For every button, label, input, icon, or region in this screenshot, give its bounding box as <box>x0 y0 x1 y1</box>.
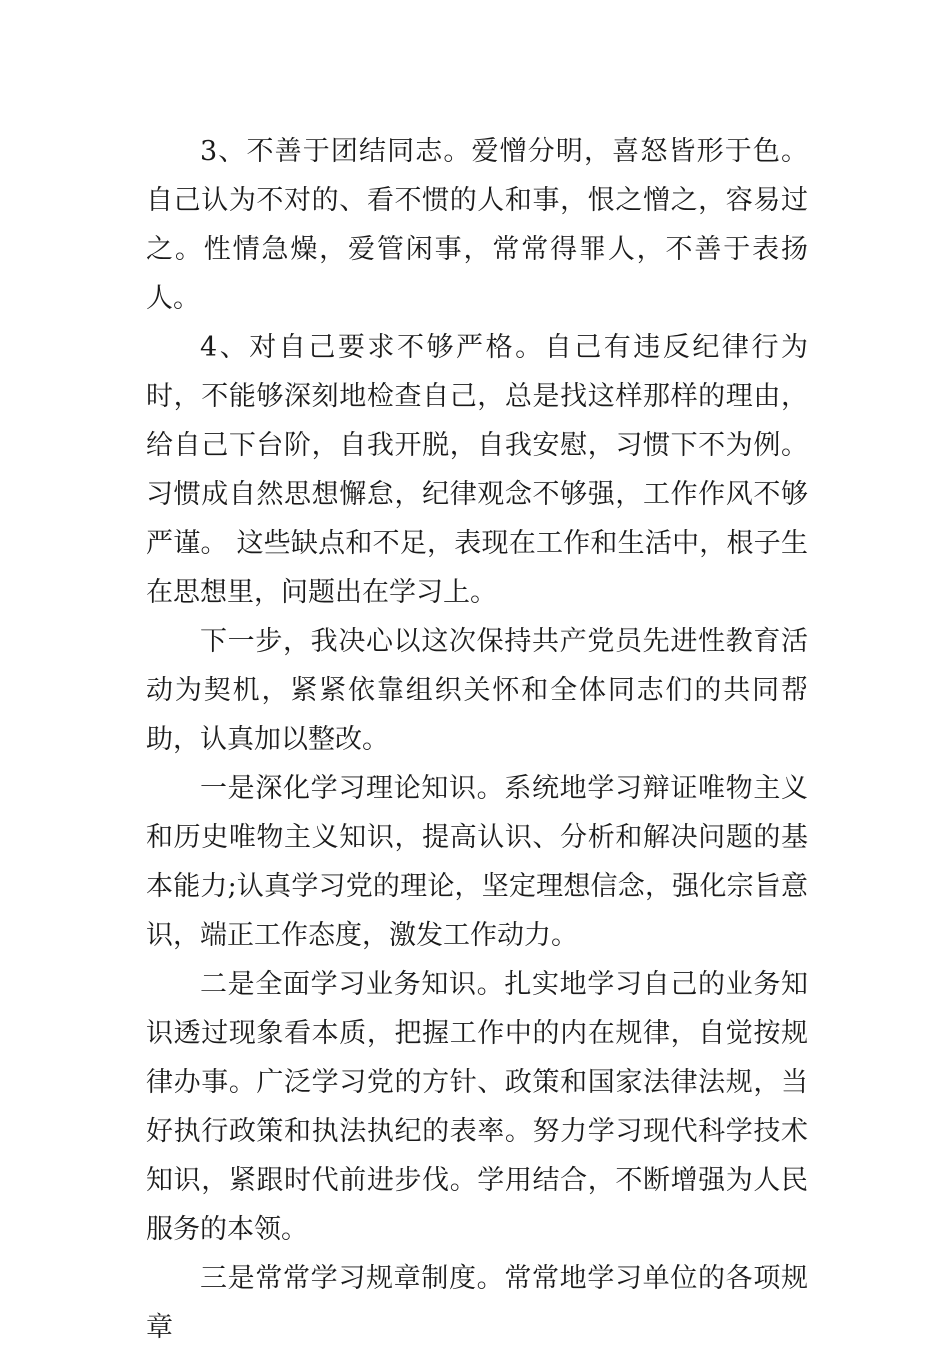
paragraph-1: 3、不善于团结同志。爱憎分明，喜怒皆形于色。自己认为不对的、看不惯的人和事，恨之憎之，容易过之。性情急燥，爱管闲事，常常得罪人，不善于表扬人。 <box>146 136 808 314</box>
paragraph-3: 下一步，我决心以这次保持共产党员先进性教育活动为契机，紧紧依靠组织关怀和全体同志们的共同帮助，认真加以整改。 <box>146 626 808 755</box>
paragraph-4: 一是深化学习理论知识。系统地学习辩证唯物主义和历史唯物主义知识，提高认识、分析和解决问题的基本能力;认真学习党的理论，坚定理想信念，强化宗旨意识，端正工作态度，激发工作动力。 <box>146 773 808 951</box>
paragraph-5: 二是全面学习业务知识。扎实地学习自己的业务知识透过现象看本质，把握工作中的内在规律，自觉按规律办事。广泛学习党的方针、政策和国家法律法规，当好执行政策和执法执纪的表率。努力学习现代科学技术知识，紧跟时代前进步伐。学用结合，不断增强为人民服务的本领。 <box>146 969 808 1245</box>
paragraph-6: 三是常常学习规章制度。常常地学习单位的各项规章 <box>146 1263 808 1343</box>
paragraph-2: 4、对自己要求不够严格。自己有违反纪律行为时，不能够深刻地检查自己，总是找这样那样的理由，给自己下台阶，自我开脱，自我安慰，习惯下不为例。习惯成自然思想懈怠，纪律观念不够强，工作作风不够严谨。 这些缺点和不足，表现在工作和生活中，根子生在思想里，问题出在学习上。 <box>146 332 808 608</box>
document-body <box>146 127 808 1352</box>
